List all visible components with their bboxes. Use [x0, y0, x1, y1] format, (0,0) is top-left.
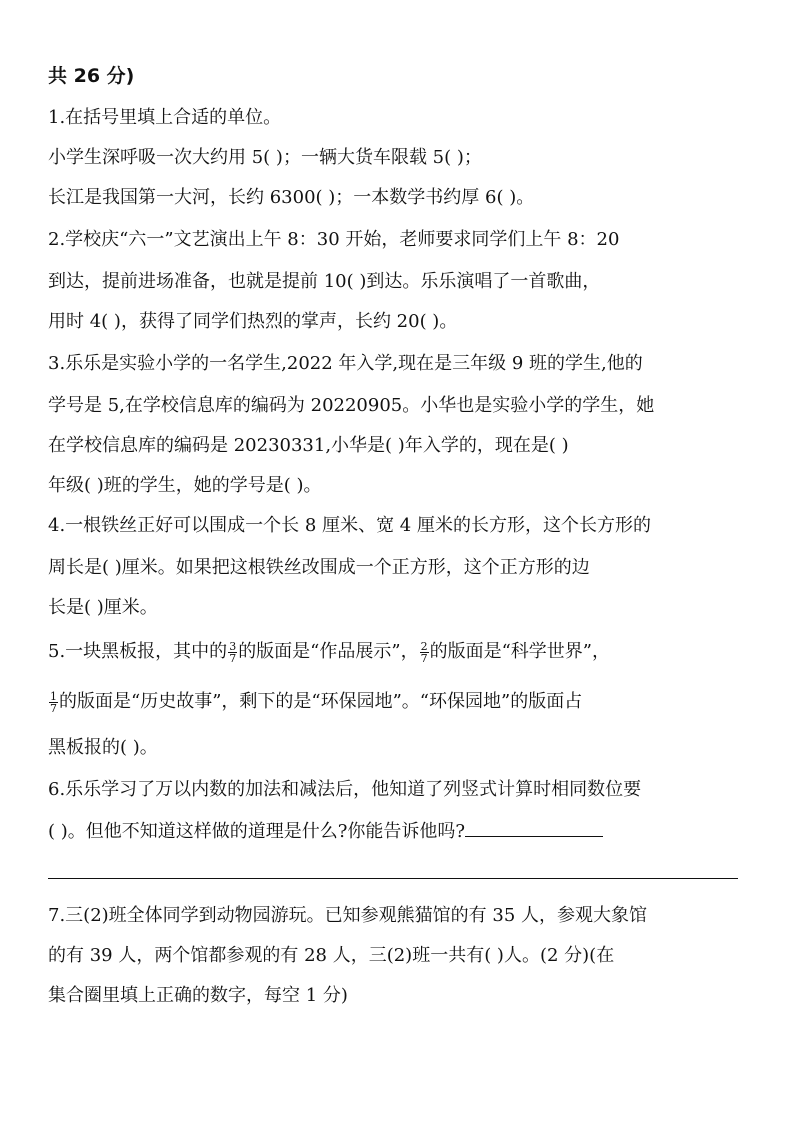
section-header: 共 26 分) — [48, 65, 135, 87]
q1-line2: 长江是我国第一大河，长约 6300( )；一本数学书约厚 6( )。 — [48, 187, 535, 208]
q5-line1 — [48, 640, 754, 664]
fraction-2-7 — [420, 641, 429, 664]
fraction-denominator: 7 — [50, 701, 57, 715]
fraction-denominator: 7 — [229, 651, 237, 665]
q3-line4: 年级( )班的学生，她的学号是( )。 — [48, 475, 322, 496]
q6-line2 — [48, 818, 754, 844]
q6-line1: 6.乐乐学习了万以内数的加法和减法后，他知道了列竖式计算时相同数位要 — [48, 779, 642, 800]
answer-rule-line[interactable] — [48, 878, 738, 879]
q5-text-d: 的版面是“历史故事”，剩下的是“环保园地”。“环保园地”的版面占 — [59, 691, 583, 712]
q4-line2: 周长是( )厘米。如果把这根铁丝改围成一个正方形，这个正方形的边 — [48, 557, 590, 578]
q2-line2: 到达，提前进场准备，也就是提前 10( )到达。乐乐演唱了一首歌曲， — [48, 271, 601, 292]
q7-line1: 7.三(2)班全体同学到动物园游玩。已知参观熊猫馆的有 35 人，参观大象馆 — [48, 905, 648, 926]
fraction-numerator: 1 — [50, 689, 57, 703]
q1-line1: 小学生深呼吸一次大约用 5( )；一辆大货车限载 5( )； — [48, 147, 482, 168]
q3-line2: 学号是 5,在学校信息库的编码为 20220905。小华也是实验小学的学生，她 — [48, 395, 655, 416]
fraction-1-7 — [49, 691, 58, 714]
fraction-3-7 — [228, 641, 237, 664]
q5-line3: 黑板报的( )。 — [48, 737, 158, 758]
fraction-denominator: 7 — [420, 651, 428, 665]
q2-line3: 用时 4( )，获得了同学们热烈的掌声，长约 20( )。 — [48, 311, 458, 332]
q5-text-a: 5.一块黑板报，其中的 — [48, 641, 228, 662]
q3-line3: 在学校信息库的编码是 20230331,小华是( )年入学的，现在是( ) — [48, 435, 569, 456]
q7-line2: 的有 39 人，两个馆都参观的有 28 人，三(2)班一共有( )人。(2 分)(在 — [48, 945, 615, 966]
answer-blank-line[interactable] — [465, 818, 603, 837]
fraction-numerator: 2 — [420, 639, 428, 653]
q5-text-b: 的版面是“作品展示”， — [238, 641, 419, 662]
q3-line1: 3.乐乐是实验小学的一名学生,2022 年入学,现在是三年级 9 班的学生,他的 — [48, 353, 643, 374]
q1-title: 1.在括号里填上合适的单位。 — [48, 107, 282, 128]
q5-line2 — [48, 690, 754, 714]
q4-line1: 4.一根铁丝正好可以围成一个长 8 厘米、宽 4 厘米的长方形，这个长方形的 — [48, 515, 651, 536]
q6-line2-text: ( )。但他不知道这样做的道理是什么?你能告诉他吗? — [48, 821, 466, 842]
q4-line3: 长是( )厘米。 — [48, 597, 158, 618]
q5-text-c: 的版面是“科学世界”， — [429, 641, 610, 662]
q7-line3: 集合圈里填上正确的数字，每空 1 分) — [48, 985, 348, 1006]
q2-line1: 2.学校庆“六一”文艺演出上午 8：30 开始，老师要求同学们上午 8：20 — [48, 229, 620, 250]
fraction-numerator: 3 — [229, 639, 237, 653]
